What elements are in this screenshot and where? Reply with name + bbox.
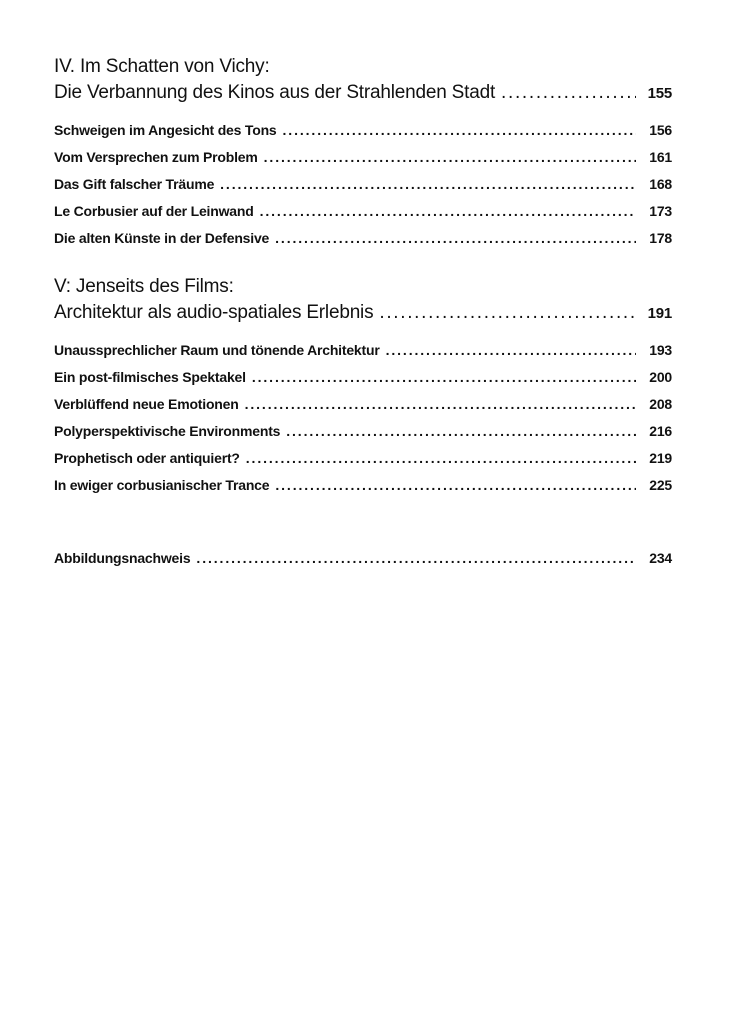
dot-leader (260, 198, 636, 225)
toc-entry (54, 445, 672, 472)
toc-entry (54, 472, 672, 499)
toc-entry (54, 144, 672, 171)
toc-entry-label: Unaussprechlicher Raum und tönende Architektur (54, 342, 380, 358)
dot-leader (252, 364, 636, 391)
dot-leader (220, 171, 636, 198)
toc-entry-label: Vom Versprechen zum Problem (54, 149, 258, 165)
toc-entry (54, 364, 672, 391)
toc-entry-label: Das Gift falscher Träume (54, 176, 215, 192)
toc-entry-page: 216 (649, 423, 672, 439)
toc-entry-page: 156 (649, 122, 672, 138)
chapter-iv (54, 54, 672, 252)
toc-entry-label: Le Corbusier auf der Leinwand (54, 203, 254, 219)
appendix-label: Abbildungsnachweis (54, 550, 191, 566)
dot-leader (246, 445, 636, 472)
toc-entry-page: 208 (649, 396, 672, 412)
toc-entry (54, 418, 672, 445)
toc-entry-label: Prophetisch oder antiquiert? (54, 450, 240, 466)
toc-entry-page: 193 (649, 342, 672, 358)
chapter-title-line1: IV. Im Schatten von Vichy: (54, 56, 270, 77)
dot-leader (196, 545, 636, 572)
toc-entry (54, 171, 672, 198)
dot-leader (275, 225, 636, 252)
dot-leader (264, 144, 636, 171)
spacer (54, 521, 672, 545)
toc-entry-label: In ewiger corbusianischer Trance (54, 477, 270, 493)
chapter-v (54, 274, 672, 499)
toc-entry-label: Schweigen im Angesicht des Tons (54, 122, 277, 138)
toc-entry-page: 200 (649, 369, 672, 385)
dot-leader (245, 391, 636, 418)
toc-entry (54, 337, 672, 364)
dot-leader (283, 117, 636, 144)
dot-leader (379, 300, 636, 326)
dot-leader (275, 472, 636, 499)
toc-entry-label: Ein post-filmisches Spektakel (54, 369, 246, 385)
toc-entry (54, 225, 672, 252)
chapter-title-row (54, 300, 672, 327)
appendix-page: 234 (649, 550, 672, 566)
toc-entry (54, 391, 672, 418)
toc-entry-page: 168 (649, 176, 672, 192)
toc-entry (54, 117, 672, 144)
chapter-title-line2: Architektur als audio-spatiales Erlebnis (54, 302, 374, 323)
chapter-page-number: 191 (647, 305, 672, 322)
toc-entry-label: Verblüffend neue Emotionen (54, 396, 239, 412)
toc-entry (54, 198, 672, 225)
chapter-title-line2: Die Verbannung des Kinos aus der Strahlenden Stadt (54, 82, 496, 103)
dot-leader (286, 418, 636, 445)
table-of-contents (54, 54, 672, 572)
chapter-title-row (54, 80, 672, 107)
dot-leader (501, 80, 636, 106)
appendix-entry (54, 545, 672, 572)
toc-entry-page: 219 (649, 450, 672, 466)
toc-entry-page: 178 (649, 230, 672, 246)
chapter-page-number: 155 (647, 85, 672, 102)
toc-entry-label: Die alten Künste in der Defensive (54, 230, 270, 246)
toc-entry-page: 173 (649, 203, 672, 219)
toc-entry-page: 225 (649, 477, 672, 493)
toc-entry-page: 161 (649, 149, 672, 165)
chapter-title-line1: V: Jenseits des Films: (54, 276, 234, 297)
toc-entry-label: Polyperspektivische Environments (54, 423, 281, 439)
dot-leader (386, 337, 636, 364)
